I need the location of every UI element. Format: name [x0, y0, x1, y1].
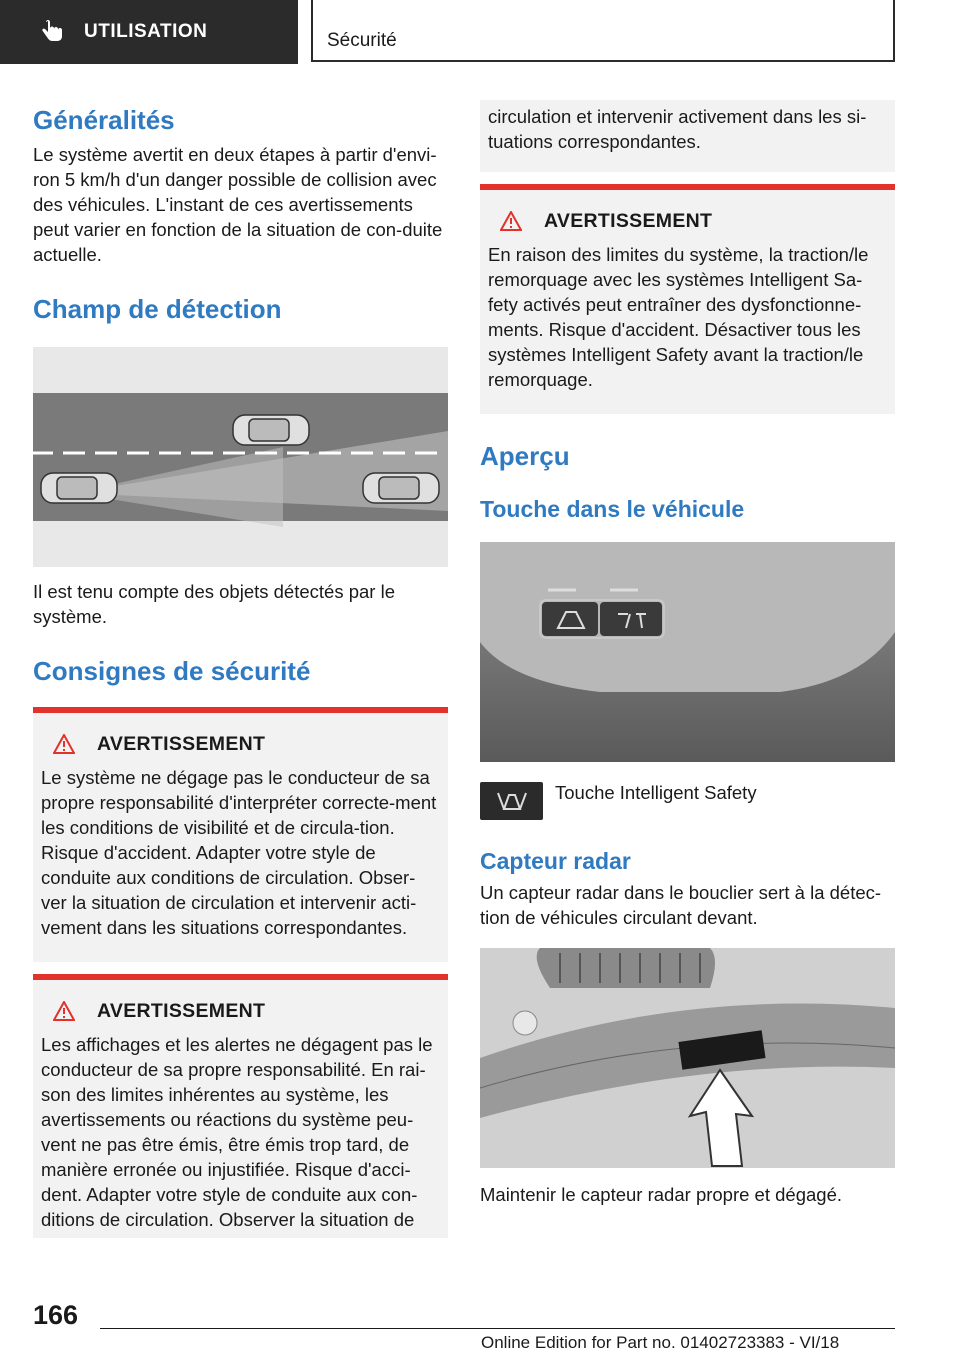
topic-title: Sécurité: [327, 30, 397, 51]
warning-box-1: [33, 707, 448, 962]
champ-heading: Champ de détection: [33, 294, 282, 324]
warning-title: AVERTISSEMENT: [544, 210, 713, 232]
champ-text: Il est tenu compte des objets détectés par le système.: [33, 581, 395, 627]
warning-title: AVERTISSEMENT: [97, 733, 266, 755]
detection-field-figure: [33, 347, 448, 567]
radar-sensor-illustration: [480, 948, 895, 1168]
left-column: [33, 100, 448, 1238]
button-panel-illustration: [480, 542, 895, 762]
warning-text: En raison des limites du système, la traction/le remorquage avec les systèmes Intelligent Sa-fety activés peut entraîner des dysfonctionne-ments. Risque d'accident. Désactiver tous les systèmes Intelligent Safety avant la traction/le remorquage.: [488, 244, 869, 390]
warning-text: circulation et intervenir activement dans les si-tuations correspondantes.: [488, 106, 867, 152]
warning-box-2: [33, 974, 448, 1238]
warning-triangle-icon: [53, 1001, 75, 1021]
apercu-heading: Aperçu: [480, 441, 570, 471]
radar-sensor-figure: [480, 948, 895, 1168]
intelligent-safety-button-icon: [480, 782, 543, 820]
right-column: [480, 100, 895, 1207]
warning-box-3: [480, 184, 895, 414]
footer-edition: Online Edition for Part no. 01402723383 - VI/18: [481, 1333, 840, 1352]
warning-box-2-continued: [480, 100, 895, 172]
detection-field-illustration: [33, 347, 448, 567]
generalites-text: Le système avertit en deux étapes à partir d'envi-ron 5 km/h d'un danger possible de collision avec des véhicules. L'instant de ces avertissements peut varier en fonction de la situation de con-duite actuelle.: [33, 144, 443, 265]
touche-heading: Touche dans le véhicule: [480, 496, 745, 522]
capteur-caption: Maintenir le capteur radar propre et dégagé.: [480, 1184, 842, 1205]
page-number: 166: [33, 1300, 79, 1330]
consignes-heading: Consignes de sécurité: [33, 656, 311, 686]
generalites-heading: Généralités: [33, 105, 175, 135]
capteur-heading: Capteur radar: [480, 848, 631, 874]
warning-triangle-icon: [53, 734, 75, 754]
footer-divider: [100, 1328, 895, 1329]
warning-text: Les affichages et les alertes ne dégagent pas le conducteur de sa propre responsabilité. En rai-son des limites inhérentes au système, les avertissements ou réactions du système peu-vent ne pas être émis, être émis trop tard, de manière erronée ou injustifiée. Risque d'acci-dent. Adapter votre style de conduite aux con-ditions de circulation. Observer la situation de: [41, 1034, 433, 1230]
capteur-text: Un capteur radar dans le bouclier sert à la détec-tion de véhicules circulant devant.: [480, 882, 882, 928]
section-title: UTILISATION: [84, 21, 208, 42]
vehicle-button-figure: [480, 542, 895, 762]
warning-title: AVERTISSEMENT: [97, 1000, 266, 1022]
section-tab: [0, 0, 298, 64]
button-caption-text: Touche Intelligent Safety: [555, 782, 757, 803]
hand-pointer-icon: [38, 18, 66, 46]
car-icon: [233, 415, 309, 445]
button-caption: [480, 780, 895, 820]
warning-triangle-icon: [500, 211, 522, 231]
warning-text: Le système ne dégage pas le conducteur de sa propre responsabilité d'interpréter correcte-ment les conditions de visibilité et de circula-tion. Risque d'accident. Adapter votre style de conduite aux conditions de circulation. Obser-ver la situation de circulation et intervenir acti-vement dans les situations correspondantes.: [41, 767, 437, 938]
topic-header: [311, 0, 895, 62]
